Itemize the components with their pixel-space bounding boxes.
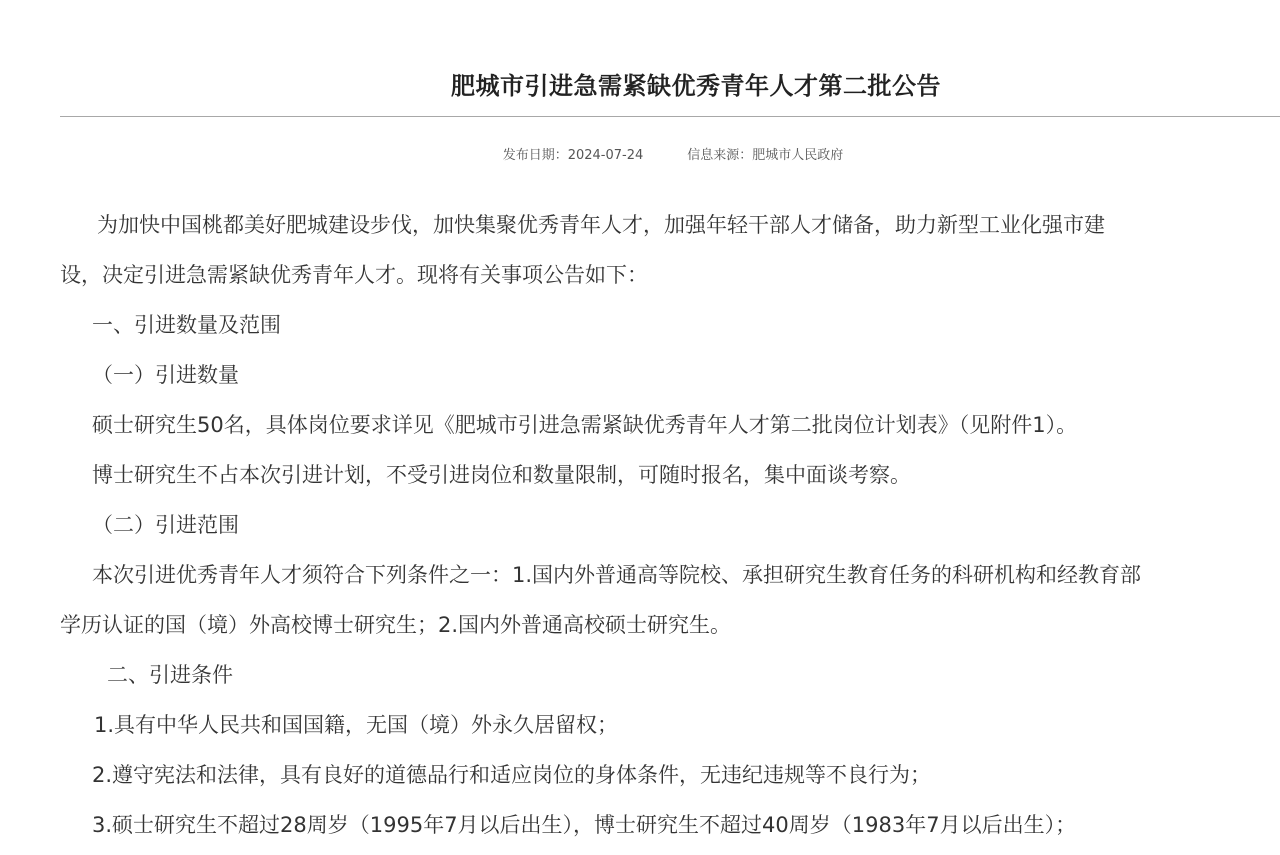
source-value: 肥城市人民政府 (752, 148, 844, 163)
condition-item-3: 3.硕士研究生不超过28周岁（1995年7月以后出生），博士研究生不超过40周岁（1983年7月以后出生）； (92, 813, 1077, 837)
condition-item-1: 1.具有中华人民共和国国籍，无国（境）外永久居留权； (94, 713, 619, 737)
paragraph-masters-quota: 硕士研究生50名，具体岗位要求详见《肥城市引进急需紧缺优秀青年人才第二批岗位计划表》（见附件1）。 (92, 413, 1078, 437)
section-heading-conditions: 二、引进条件 (107, 663, 233, 687)
source-label: 信息来源： (687, 148, 753, 163)
paragraph-range-line-2: 学历认证的国（境）外高校博士研究生；2.国内外普通高校硕士研究生。 (60, 613, 732, 637)
intro-paragraph-line-1: 为加快中国桃都美好肥城建设步伐，加快集聚优秀青年人才，加强年轻干部人才储备，助力新型工业化强市建 (97, 213, 1105, 237)
article-body (60, 200, 1280, 850)
section-heading-scope: 一、引进数量及范围 (92, 313, 281, 337)
paragraph-doctoral-note: 博士研究生不占本次引进计划，不受引进岗位和数量限制，可随时报名，集中面谈考察。 (92, 463, 911, 487)
paragraph-range-line-1: 本次引进优秀青年人才须符合下列条件之一：1.国内外普通高等院校、承担研究生教育任务的科研机构和经教育部 (92, 563, 1142, 587)
publish-date-label: 发布日期： (502, 148, 568, 163)
subsection-heading-quantity: （一）引进数量 (92, 363, 239, 387)
title-divider (60, 116, 1280, 117)
condition-item-2: 2.遵守宪法和法律，具有良好的道德品行和适应岗位的身体条件，无违纪违规等不良行为； (92, 763, 932, 787)
subsection-heading-range: （二）引进范围 (92, 513, 239, 537)
intro-paragraph-line-2: 设，决定引进急需紧缺优秀青年人才。现将有关事项公告如下： (60, 263, 648, 287)
page-title: 肥城市引进急需紧缺优秀青年人才第二批公告 (451, 72, 941, 101)
article-meta (0, 144, 1280, 163)
publish-date: 2024-07-24 (567, 148, 644, 163)
